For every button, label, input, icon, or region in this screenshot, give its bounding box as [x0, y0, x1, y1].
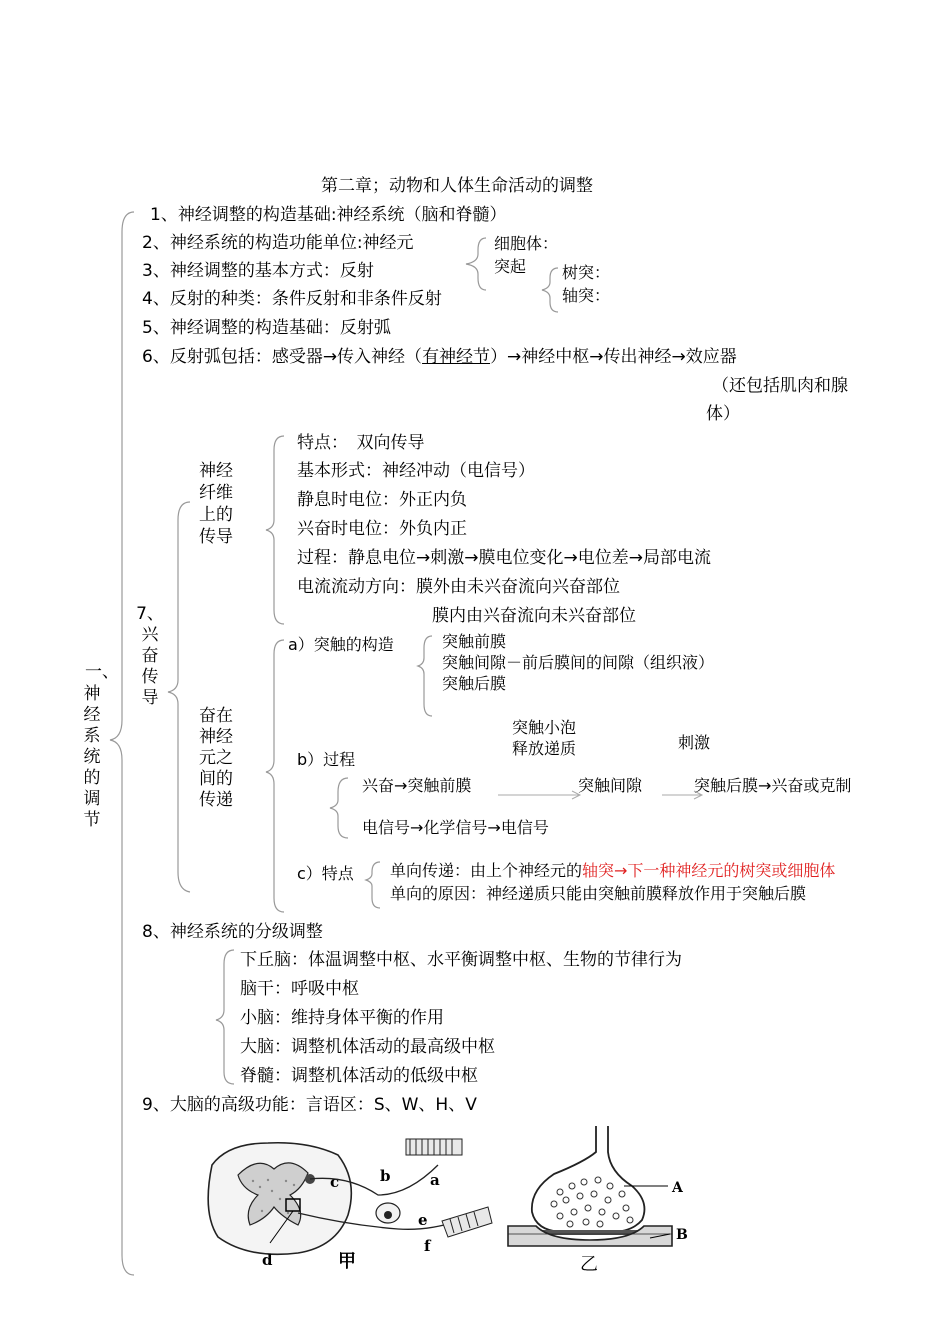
fiber-line-5: 过程：静息电位→刺激→膜电位变化→电位差→局部电流 [297, 548, 711, 568]
item-5: 5、神经调整的构造基础：反射弧 [142, 318, 391, 338]
caption-jia: 甲 [338, 1251, 356, 1272]
item-6-note-1: （还包括肌肉和腺 [712, 376, 848, 396]
figure-reflex-arc [198, 1125, 498, 1275]
figure-synapse [500, 1122, 700, 1274]
caption-yi: 乙 [580, 1254, 598, 1274]
c-line-2: 单向的原因：神经递质只能由突触前膜释放作用于突触后膜 [390, 884, 807, 903]
neuron-process: 突起 [494, 257, 527, 276]
label-d: d [262, 1251, 273, 1269]
synapse-label: 奋在 神经 元之 间的 传递 [199, 706, 233, 810]
b-flow-1: 兴奋→突触前膜 [362, 776, 472, 795]
label-c: c [330, 1173, 340, 1191]
item-1: 1、神经调整的构造基础:神经系统（脑和脊髓） [150, 205, 507, 225]
item-6: 6、反射弧包括：感受器→传入神经（有神经节）→神经中枢→传出神经→效应器 [142, 347, 737, 367]
item-3: 3、神经调整的基本方式：反射 [142, 261, 374, 281]
synapse-a-item-1: 突触前膜 [442, 632, 507, 651]
fiber-line-1: 特点： 双向传导 [297, 433, 425, 453]
fiber-line-4: 兴奋时电位：外负内正 [297, 519, 467, 539]
b-flow-3: 突触后膜→兴奋或克制 [694, 776, 852, 795]
vesicle-label-2: 释放递质 [512, 739, 577, 758]
fiber-line-3: 静息时电位：外正内负 [297, 490, 467, 510]
item-2: 2、神经系统的构造功能单位:神经元 [142, 233, 414, 253]
neuron-dendrite: 树突： [562, 263, 611, 282]
brain-line-1: 下丘脑：体温调整中枢、水平衡调整中枢、生物的节律行为 [240, 950, 682, 970]
neuron-cell-body: 细胞体： [494, 234, 559, 253]
c-line-1-highlight: 轴突→下一种神经元的树突或细胞体 [582, 861, 836, 880]
main-label: 神 经 系 统 的 调 节 [83, 684, 101, 830]
fiber-line-2: 基本形式：神经冲动（电信号） [297, 461, 535, 481]
synapse-a-item-3: 突触后膜 [442, 674, 507, 693]
brain-line-4: 大脑：调整机体活动的最高级中枢 [240, 1037, 495, 1057]
label-A: A [672, 1180, 683, 1196]
underlined-ganglion: 有神经节 [422, 347, 491, 367]
synapse-a-item-2: 突触间隙－前后膜间的间隙（组织液） [442, 653, 715, 672]
fiber-label: 神经 纤维 上的 传导 [199, 461, 233, 547]
brain-line-3: 小脑：维持身体平衡的作用 [240, 1008, 444, 1028]
main-label-number: 一、 [85, 662, 119, 682]
fiber-line-7: 膜内由兴奋流向未兴奋部位 [432, 606, 636, 626]
label-b: b [380, 1167, 391, 1185]
page-title: 第二章；动物和人体生命活动的调整 [321, 176, 593, 196]
item-6-note-2: 体） [706, 404, 740, 424]
vesicle-label-1: 突触小泡 [512, 718, 577, 737]
neuron-axon: 轴突： [562, 286, 611, 305]
item-8: 8、神经系统的分级调整 [142, 922, 323, 942]
synapse-c-label: c）特点 [297, 864, 354, 883]
label-B: B [676, 1227, 688, 1243]
c-line-1: 单向传递：由上个神经元的轴突→下一种神经元的树突或细胞体 [390, 861, 836, 880]
brain-line-5: 脊髓：调整机体活动的低级中枢 [240, 1066, 478, 1086]
b-signal: 电信号→化学信号→电信号 [362, 818, 549, 837]
label-f: f [424, 1237, 431, 1255]
item-7-label: 7、 兴 奋 传 导 [136, 604, 164, 708]
synapse-a-label: a）突触的构造 [288, 635, 394, 654]
fiber-line-6: 电流流动方向：膜外由未兴奋流向兴奋部位 [297, 577, 620, 597]
label-e: e [418, 1211, 428, 1229]
item-4: 4、反射的种类：条件反射和非条件反射 [142, 289, 442, 309]
brain-line-2: 脑干：呼吸中枢 [240, 979, 359, 999]
b-flow-2: 突触间隙 [578, 776, 643, 795]
item-9: 9、大脑的高级功能：言语区：S、W、H、V [142, 1095, 477, 1115]
synapse-b-label: b）过程 [297, 750, 356, 769]
label-a: a [430, 1171, 440, 1189]
stimulus-label: 刺激 [678, 733, 711, 752]
